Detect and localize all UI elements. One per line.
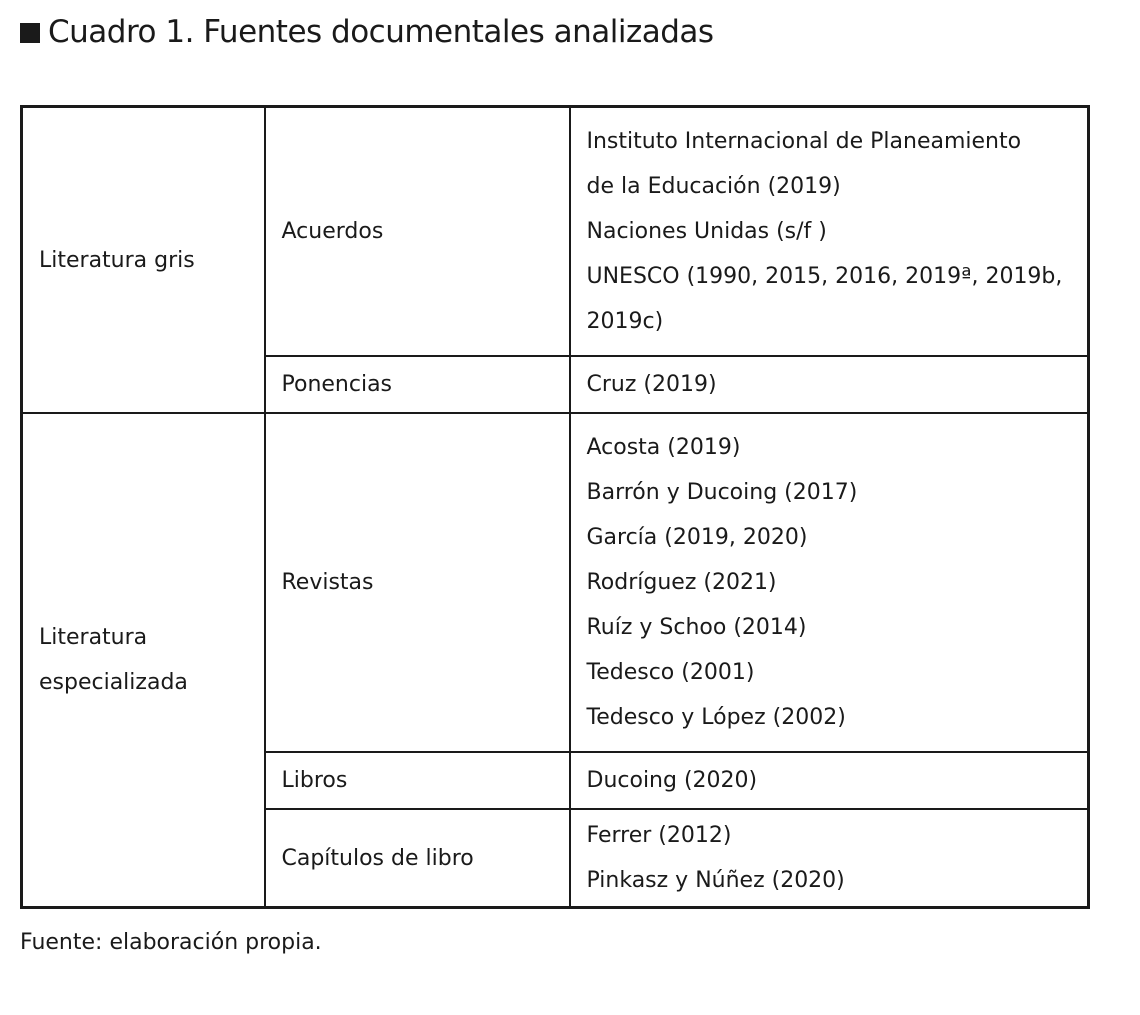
sources-cell xyxy=(570,413,1089,752)
category-label: Literatura xyxy=(39,625,148,650)
source-item: García (2019, 2020) xyxy=(586,525,808,550)
caption-text: Cuadro 1. Fuentes documentales analizadas xyxy=(48,14,714,50)
source-item: UNESCO (1990, 2015, 2016, 2019ª, 2019b, xyxy=(586,264,1063,289)
source-footnote: Fuente: elaboración propia. xyxy=(20,930,322,955)
table-caption xyxy=(20,12,714,52)
type-label: Acuerdos xyxy=(281,219,384,244)
type-label: Ponencias xyxy=(281,372,393,397)
sources-cell xyxy=(570,809,1089,908)
black-square-icon xyxy=(20,23,40,43)
table-row xyxy=(22,107,1089,357)
sources-cell xyxy=(570,107,1089,357)
source-item: de la Educación (2019) xyxy=(586,174,841,199)
source-item: Barrón y Ducoing (2017) xyxy=(586,480,858,505)
type-cell xyxy=(265,413,570,752)
type-cell xyxy=(265,752,570,809)
sources-cell xyxy=(570,752,1089,809)
table-row xyxy=(22,413,1089,752)
source-item: Rodríguez (2021) xyxy=(586,570,777,595)
source-item: 2019c) xyxy=(586,309,664,334)
source-item: Instituto Internacional de Planeamiento xyxy=(586,129,1022,154)
sources-table xyxy=(20,105,1090,909)
source-item: Ruíz y Schoo (2014) xyxy=(586,615,807,640)
source-item: Ducoing (2020) xyxy=(586,768,758,793)
type-cell xyxy=(265,107,570,357)
source-item: Cruz (2019) xyxy=(586,372,717,397)
type-label: Capítulos de libro xyxy=(281,845,474,871)
source-item: Pinkasz y Núñez (2020) xyxy=(586,868,845,893)
type-label: Libros xyxy=(281,768,348,793)
category-label: Literatura gris xyxy=(39,247,195,273)
category-label: especializada xyxy=(39,670,188,695)
sources-cell xyxy=(570,356,1089,413)
source-item: Ferrer (2012) xyxy=(586,823,732,848)
source-item: Acosta (2019) xyxy=(586,435,741,460)
category-cell xyxy=(22,413,265,908)
source-item: Tedesco y López (2002) xyxy=(586,705,846,730)
category-cell xyxy=(22,107,265,414)
source-item: Tedesco (2001) xyxy=(586,660,755,685)
source-item: Naciones Unidas (s/f ) xyxy=(586,219,827,244)
type-cell xyxy=(265,809,570,908)
type-cell xyxy=(265,356,570,413)
type-label: Revistas xyxy=(281,570,374,595)
